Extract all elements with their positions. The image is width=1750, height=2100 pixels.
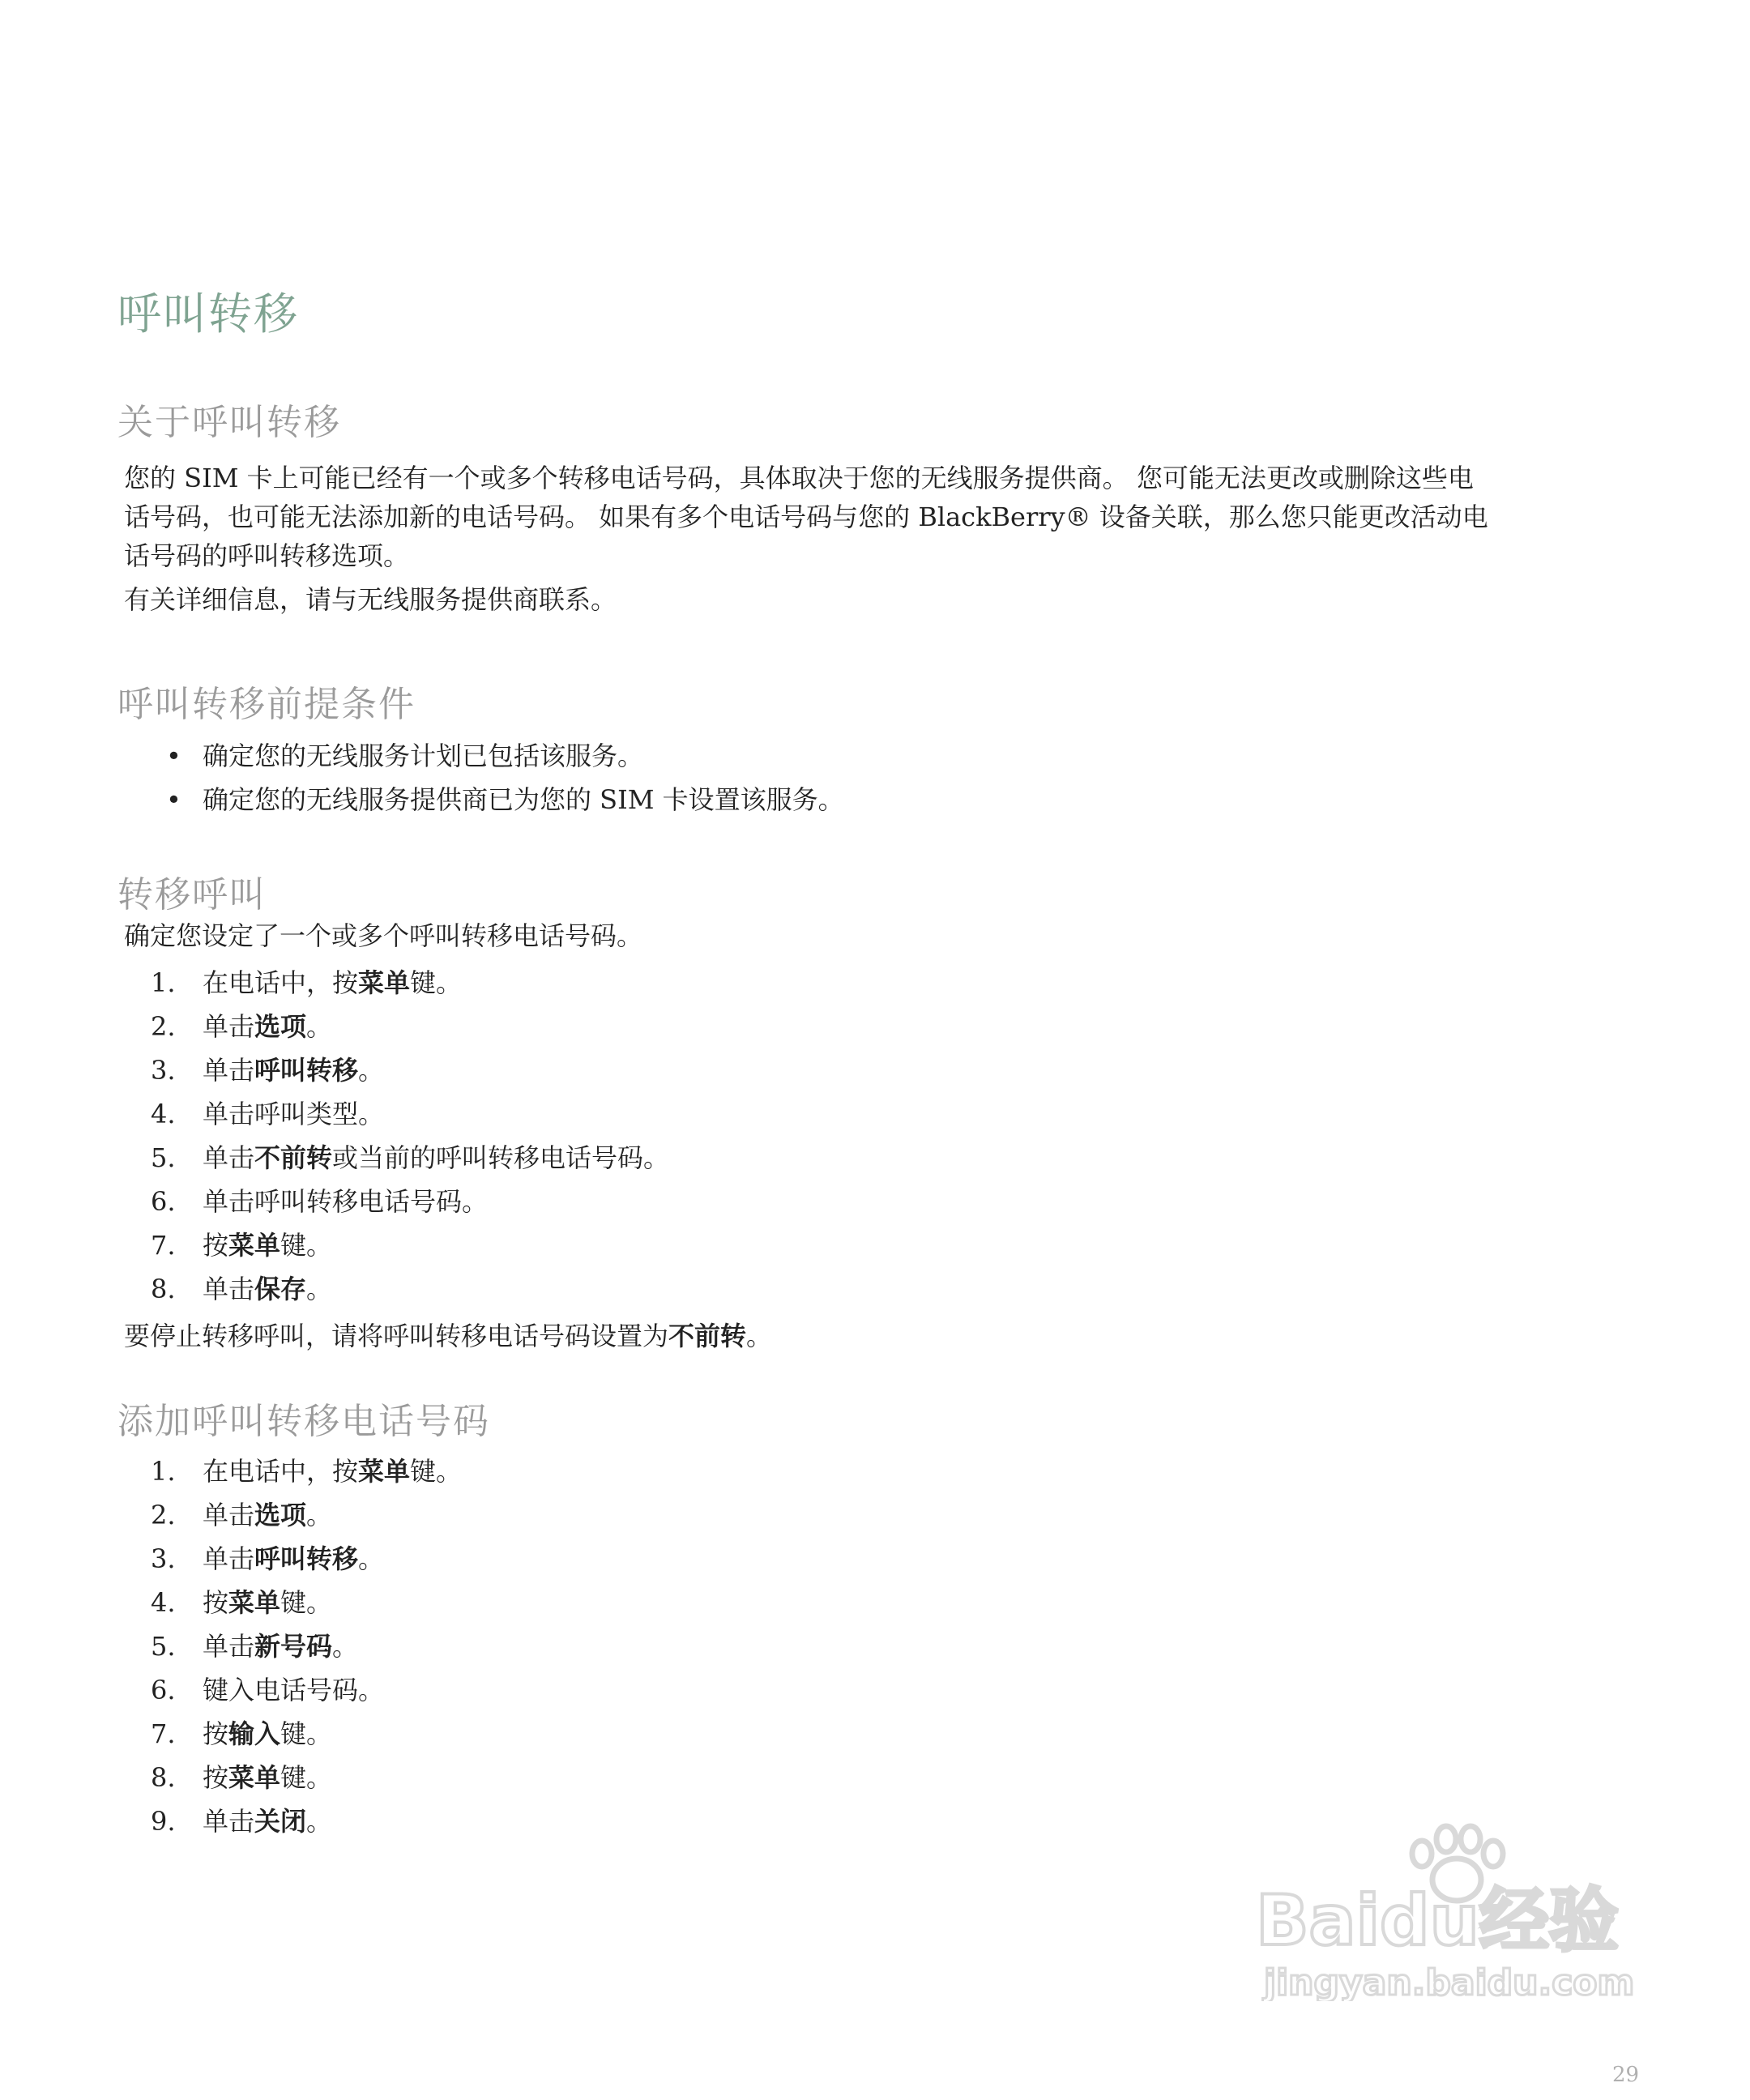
document-page: 呼叫转移 关于呼叫转移 您的 SIM 卡上可能已经有一个或多个转移电话号码，具体取决于您的无线服务提供商。 您可能无法更改或删除这些电 话号码，也可能无法添加新的电话号码。 如果有多个电话号码与您的 BlackBerry® 设备关联，那么您只能更改活动电 话号码的呼叫转移选项。 有关详细信息，请与无线服务提供商联系。 呼叫转移前提条件 • 确定您的无线服务计划已包括该服务。 • 确定您的无线服务提供商已为您的 SIM 卡设置该服务。 转移呼叫 确定您设定了一个或多个呼叫转移电话号码。 1. 在电话中，按菜单键。 2. 单击选项。 3. 单击呼叫转移。 4. 单击呼叫类型。 5. 单击不前转或当前的呼叫转移电话号码。 6. 单击呼叫转移电话号码。 7. 按菜单键。 8. 单击保存。 要停止转移呼叫，请将呼叫转移电话号码设置为不前转。 添加呼叫转移电话号码 1. 在电话中，按菜单键。 2. 单击选项。 3. 单击呼叫转移。 4. 按菜单键。 5. 单击新号码。 6. 键入电话号码。 7. 按输入键。 8. 按菜单键。 9. 单击关闭。 Baidu经验 jingyan.baidu.com 29 <box>0 0 1750 2100</box>
step-number: 1. <box>151 967 176 998</box>
bullet-mark: • <box>166 784 181 815</box>
step-number: 2. <box>151 1011 176 1042</box>
step-number: 7. <box>151 1718 176 1749</box>
step-number: 3. <box>151 1543 176 1574</box>
step-number: 4. <box>151 1587 176 1618</box>
step-number: 3. <box>151 1055 176 1086</box>
heading-prerequisites: 呼叫转移前提条件 <box>117 684 416 725</box>
about-paragraph <box>124 459 1647 575</box>
page-title: 呼叫转移 <box>117 288 299 339</box>
about-line-2: 话号码，也可能无法添加新的电话号码。 如果有多个电话号码与您的 BlackBerry® 设备关联，那么您只能更改活动电 <box>124 502 1488 532</box>
step-number: 1. <box>151 1456 176 1487</box>
heading-add-forwarding-number: 添加呼叫转移电话号码 <box>117 1401 490 1442</box>
about-line-1: 您的 SIM 卡上可能已经有一个或多个转移电话号码，具体取决于您的无线服务提供商。 您可能无法更改或删除这些电 <box>124 463 1474 493</box>
step-number: 6. <box>151 1186 176 1217</box>
watermark-brand: Baidu经验 <box>1256 1880 1619 1961</box>
contact-provider-paragraph: 有关详细信息，请与无线服务提供商联系。 <box>124 584 617 615</box>
step-number: 8. <box>151 1274 176 1304</box>
step-number: 9. <box>151 1806 176 1837</box>
step-number: 8. <box>151 1762 176 1793</box>
bullet-mark: • <box>166 741 181 771</box>
step-number: 4. <box>151 1099 176 1129</box>
forward-intro: 确定您设定了一个或多个呼叫转移电话号码。 <box>124 920 643 951</box>
step-number: 7. <box>151 1230 176 1261</box>
watermark-url: jingyan.baidu.com <box>1264 1962 1635 2001</box>
step-number: 2. <box>151 1500 176 1530</box>
step-number: 5. <box>151 1631 176 1662</box>
step-number: 6. <box>151 1675 176 1705</box>
about-line-3: 话号码的呼叫转移选项。 <box>124 540 410 571</box>
heading-forward-calls: 转移呼叫 <box>117 874 267 916</box>
forward-outro: 要停止转移呼叫，请将呼叫转移电话号码设置为不前转。 <box>124 1321 773 1351</box>
page-number: 29 <box>1612 2063 1640 2087</box>
step-number: 5. <box>151 1142 176 1173</box>
heading-about-call-forwarding: 关于呼叫转移 <box>117 402 341 443</box>
baidu-jingyan-watermark-logo <box>1248 1815 1669 2001</box>
